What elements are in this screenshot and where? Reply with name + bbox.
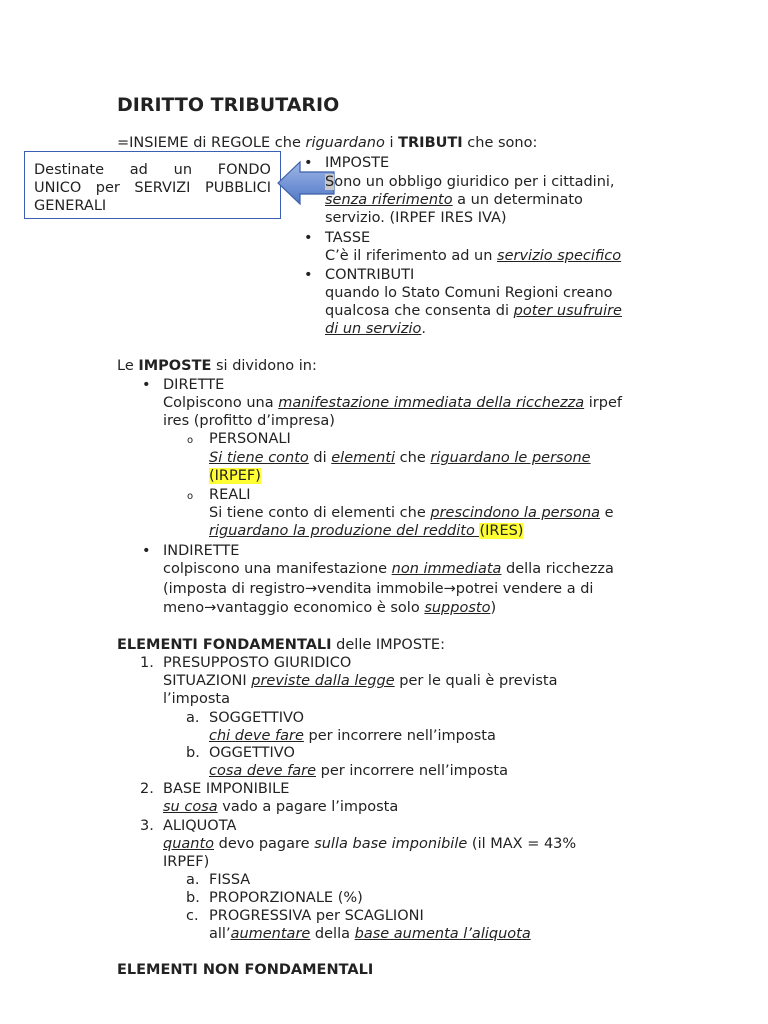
indirette-desc-1: colpiscono una manifestazione non immediata della ricchezza bbox=[163, 561, 614, 577]
contributi-desc-3: di un servizio. bbox=[325, 321, 426, 337]
list-letter: a. bbox=[186, 710, 200, 726]
list-item-progressiva: PROGRESSIVA per SCAGLIONI bbox=[209, 908, 424, 924]
intro-line: =INSIEME di REGOLE che riguardano i TRIBUTI che sono: bbox=[117, 135, 538, 151]
contributi-desc-1: quando lo Stato Comuni Regioni creano bbox=[325, 285, 613, 301]
contributi-desc-2: qualcosa che consenta di poter usufruire bbox=[325, 303, 622, 319]
dirette-desc-2: ires (profitto d’impresa) bbox=[163, 413, 335, 429]
circle-bullet-icon: o bbox=[187, 491, 194, 502]
list-item-oggettivo: OGGETTIVO bbox=[209, 745, 295, 761]
bullet-dot-icon: • bbox=[304, 267, 313, 283]
reali-desc-2: riguardano la produzione del reddito (IRES) bbox=[209, 523, 524, 539]
list-item-reali: REALI bbox=[209, 487, 251, 503]
indirette-desc-3: meno→vantaggio economico è solo supposto) bbox=[163, 600, 497, 616]
callout-box: Destinate ad un FONDO UNICO per SERVIZI PUBBLICI GENERALI bbox=[24, 151, 281, 219]
page-title: DIRITTO TRIBUTARIO bbox=[117, 94, 340, 116]
bullet-dot-icon: • bbox=[142, 377, 151, 393]
list-number: 3. bbox=[140, 818, 154, 834]
circle-bullet-icon: o bbox=[187, 435, 194, 446]
oggettivo-desc: cosa deve fare per incorrere nell’imposta bbox=[209, 763, 508, 779]
soggettivo-desc: chi deve fare per incorrere nell’imposta bbox=[209, 728, 496, 744]
progressiva-desc: all’aumentare della base aumenta l’aliquota bbox=[209, 926, 531, 942]
indirette-desc-2: (imposta di registro→vendita immobile→potrei vendere a di bbox=[163, 581, 594, 597]
list-number: 2. bbox=[140, 781, 154, 797]
presupposto-desc-1: SITUAZIONI previste dalla legge per le quali è prevista bbox=[163, 673, 558, 689]
imposte-desc-2: senza riferimento a un determinato bbox=[325, 192, 583, 208]
aliquota-desc-1: quanto devo pagare sulla base imponibile (il MAX = 43% bbox=[163, 836, 577, 852]
list-number: 1. bbox=[140, 655, 154, 671]
imposte-desc-1: Sono un obbligo giuridico per i cittadini, bbox=[325, 174, 615, 190]
tasse-desc: C’è il riferimento ad un servizio specifico bbox=[325, 248, 622, 264]
list-item-dirette: DIRETTE bbox=[163, 377, 225, 393]
non-fondamentali-heading: ELEMENTI NON FONDAMENTALI bbox=[117, 962, 374, 978]
bullet-dot-icon: • bbox=[304, 230, 313, 246]
list-item-imposte: IMPOSTE bbox=[325, 155, 390, 171]
list-letter: b. bbox=[186, 745, 200, 761]
dirette-desc-1: Colpiscono una manifestazione immediata della ricchezza irpef bbox=[163, 395, 622, 411]
imposte-desc-3: servizio. (IRPEF IRES IVA) bbox=[325, 210, 507, 226]
reali-desc-1: Si tiene conto di elementi che prescindono la persona e bbox=[209, 505, 614, 521]
imposte-heading: Le IMPOSTE si dividono in: bbox=[117, 358, 317, 374]
personali-desc-2: (IRPEF) bbox=[209, 468, 261, 484]
list-item-soggettivo: SOGGETTIVO bbox=[209, 710, 305, 726]
bullet-dot-icon: • bbox=[304, 155, 313, 171]
list-item-base-imponibile: BASE IMPONIBILE bbox=[163, 781, 290, 797]
aliquota-desc-2: IRPEF) bbox=[163, 854, 210, 870]
bullet-dot-icon: • bbox=[142, 543, 151, 559]
list-item-indirette: INDIRETTE bbox=[163, 543, 240, 559]
list-item-personali: PERSONALI bbox=[209, 431, 291, 447]
presupposto-desc-2: l’imposta bbox=[163, 691, 230, 707]
list-item-contributi: CONTRIBUTI bbox=[325, 267, 415, 283]
list-item-tasse: TASSE bbox=[325, 230, 371, 246]
base-imponibile-desc: su cosa vado a pagare l’imposta bbox=[163, 799, 399, 815]
elementi-heading: ELEMENTI FONDAMENTALI delle IMPOSTE: bbox=[117, 637, 445, 653]
list-letter: b. bbox=[186, 890, 200, 906]
list-letter: c. bbox=[186, 908, 199, 924]
list-letter: a. bbox=[186, 872, 200, 888]
personali-desc-1: Si tiene conto di elementi che riguardano le persone bbox=[209, 450, 591, 466]
list-item-proporzionale: PROPORZIONALE (%) bbox=[209, 890, 363, 906]
list-item-fissa: FISSA bbox=[209, 872, 251, 888]
list-item-aliquota: ALIQUOTA bbox=[163, 818, 237, 834]
list-item-presupposto: PRESUPPOSTO GIURIDICO bbox=[163, 655, 352, 671]
